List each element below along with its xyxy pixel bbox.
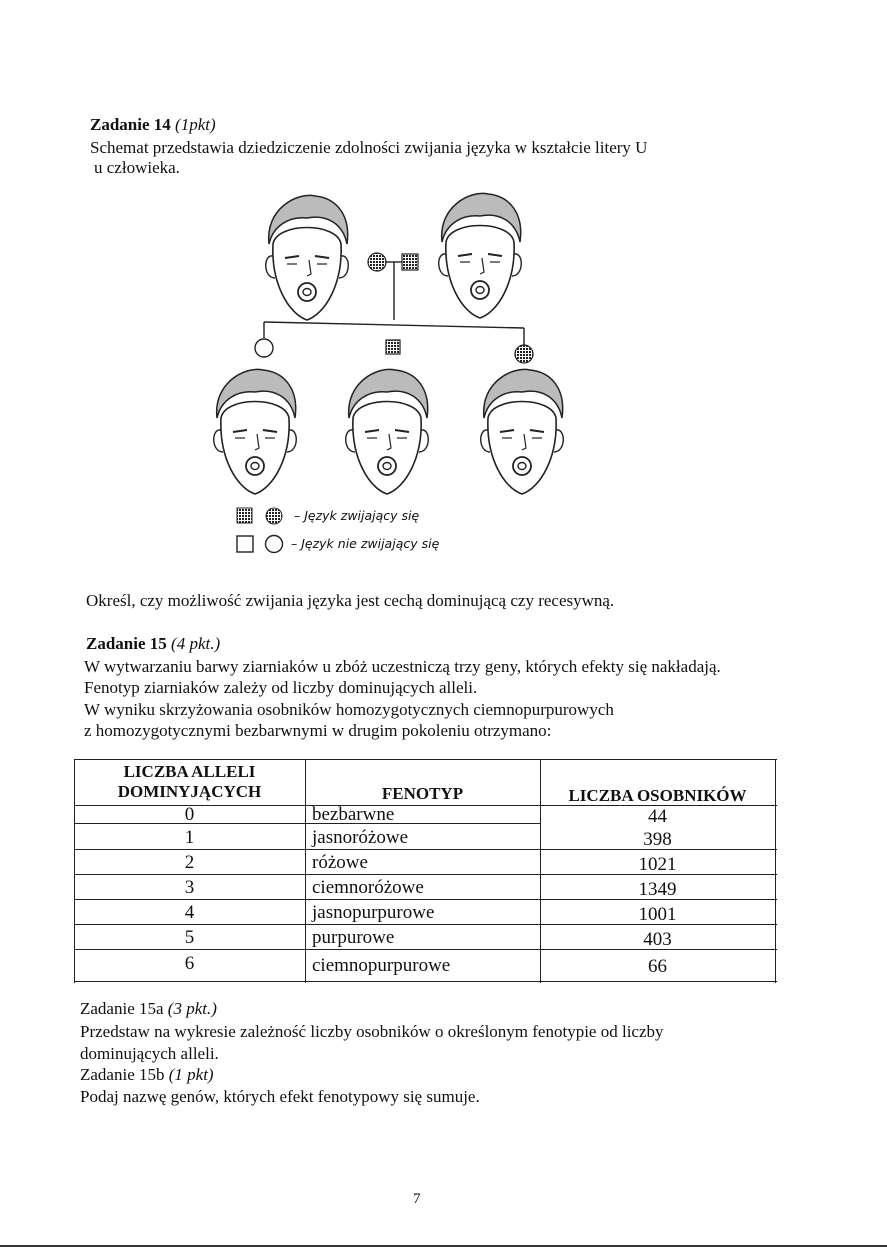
- mother-face-icon: [266, 195, 349, 320]
- task15-text-line4: z homozygotycznymi bezbarwnymi w drugim pokoleniu otrzymano:: [84, 721, 552, 740]
- child2-symbol-icon: [386, 340, 400, 354]
- alleles-cell: 5: [184, 927, 195, 948]
- task15-heading: [86, 633, 220, 655]
- mother-symbol-icon: [368, 253, 386, 271]
- count-cell: 398: [643, 829, 672, 850]
- task14-text-line2: u człowieka.: [94, 158, 180, 177]
- header-alleles-line2: DOMINYJĄCYCH: [117, 782, 262, 801]
- task15-points: (4 pkt.): [171, 634, 221, 653]
- alleles-cell: 4: [184, 902, 195, 923]
- task14-heading: [90, 114, 216, 136]
- child3-face-icon: [481, 369, 564, 494]
- task15-text-line3: W wyniku skrzyżowania osobników homozygotycznych ciemnopurpurowych: [84, 700, 614, 719]
- child1-face-icon: [214, 369, 297, 494]
- task15a-text-line2: dominujących alleli.: [80, 1044, 219, 1063]
- pedigree-diagram: [190, 180, 610, 510]
- header-count: LICZBA OSOBNIKÓW: [568, 786, 747, 805]
- header-phenotype: FENOTYP: [381, 784, 464, 803]
- task14-points: (1pkt): [175, 115, 216, 134]
- task15-text-line1: W wytwarzaniu barwy ziarniaków u zbóż uczestniczą trzy geny, których efekty się nakładają.: [84, 657, 721, 676]
- task14-question: Określ, czy możliwość zwijania języka jest cechą dominującą czy recesywną.: [86, 591, 615, 610]
- legend-rolling-symbols: [236, 506, 288, 526]
- count-cell: 66: [648, 956, 667, 977]
- phenotype-cell: jasnoróżowe: [312, 827, 409, 848]
- task14-title: Zadanie 14: [90, 115, 171, 134]
- count-cell: 1349: [638, 879, 677, 900]
- phenotype-cell: bezbarwne: [312, 804, 395, 825]
- legend-not-rolling-label: – Język nie zwijający się: [291, 536, 440, 551]
- alleles-cell: 1: [184, 827, 195, 848]
- task15b-text-line1: Podaj nazwę genów, których efekt fenotypowy się sumuje.: [80, 1087, 480, 1106]
- task15b-heading: [80, 1064, 214, 1086]
- count-cell: 1001: [638, 904, 677, 925]
- task15-title: Zadanie 15: [86, 634, 167, 653]
- task15a-points: (3 pkt.): [167, 999, 217, 1018]
- child3-symbol-icon: [515, 345, 533, 363]
- father-face-icon: [439, 193, 522, 318]
- legend-not-rolling-symbols: [236, 533, 288, 555]
- task15b-title: Zadanie 15b: [80, 1065, 165, 1084]
- phenotype-cell: ciemnoróżowe: [312, 877, 424, 898]
- alleles-cell: 2: [184, 852, 195, 873]
- alleles-table: [74, 759, 777, 983]
- task15a-title: Zadanie 15a: [80, 999, 164, 1018]
- father-symbol-icon: [402, 254, 418, 270]
- count-cell: 44: [648, 806, 667, 827]
- count-cell: 403: [643, 929, 672, 950]
- child2-face-icon: [346, 369, 429, 494]
- task15a-text-line1: Przedstaw na wykresie zależność liczby osobników o określonym fenotypie od liczby: [80, 1022, 664, 1041]
- phenotype-cell: jasnopurpurowe: [312, 902, 435, 923]
- phenotype-cell: ciemnopurpurowe: [312, 955, 451, 976]
- header-alleles-line1: LICZBA ALLELI: [123, 762, 256, 781]
- page-bottom-rule: [0, 1245, 887, 1247]
- task15a-heading: [80, 998, 217, 1020]
- page-number: 7: [413, 1191, 421, 1207]
- alleles-cell: 0: [184, 804, 195, 825]
- task14-text-line1: Schemat przedstawia dziedziczenie zdolności zwijania języka w kształcie litery U: [90, 138, 648, 157]
- count-cell: 1021: [638, 854, 677, 875]
- phenotype-cell: purpurowe: [312, 927, 395, 948]
- phenotype-cell: różowe: [312, 852, 368, 873]
- task15-text-line2: Fenotyp ziarniaków zależy od liczby dominujących alleli.: [84, 678, 478, 697]
- task15b-points: (1 pkt): [168, 1065, 214, 1084]
- alleles-cell: 6: [184, 953, 195, 974]
- child1-symbol-icon: [255, 339, 273, 357]
- alleles-cell: 3: [184, 877, 195, 898]
- legend-rolling-label: – Język zwijający się: [294, 508, 420, 523]
